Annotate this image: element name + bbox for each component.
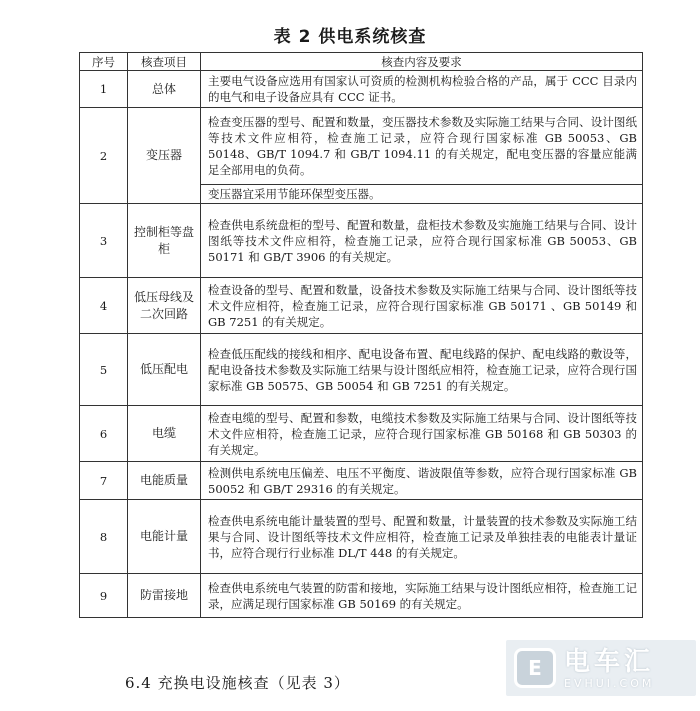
row-requirement: 检查低压配线的接线和相序、配电设备布置、配电线路的保护、配电线路的敷设等，配电设备技术参数及实际施工结果与设计图纸应相符，检查施工记录，应符合现行国家标准 GB 50575、GB 50054 和 GB 7251 的有关规定。 (201, 334, 643, 406)
watermark-brand: 电车汇 (564, 646, 655, 677)
row-item: 电能质量 (128, 462, 201, 500)
power-supply-check-table (79, 52, 643, 618)
row-item: 电能计量 (128, 500, 201, 574)
row-item: 低压配电 (128, 334, 201, 406)
row-number: 7 (80, 462, 128, 500)
row-requirement: 检查供电系统电气装置的防雷和接地，实际施工结果与设计图纸应相符，检查施工记录，应满足现行国家标准 GB 50169 的有关规定。 (201, 574, 643, 618)
row-number: 9 (80, 574, 128, 618)
row-requirement: 检查设备的型号、配置和数量，设备技术参数及实际施工结果与合同、设计图纸等技术文件应相符，检查施工记录，应符合现行国家标准 GB 50171 、GB 50149 和 GB 7251 的有关规定。 (201, 278, 643, 334)
section-heading: 6.4 充换电设施核查（见表 3） (125, 674, 350, 692)
watermark-url: EVHUI.COM (564, 676, 655, 690)
row-number: 6 (80, 406, 128, 462)
row-item: 控制柜等盘柜 (128, 204, 201, 278)
row-item: 低压母线及二次回路 (128, 278, 201, 334)
row-number: 1 (80, 71, 128, 108)
table-row (80, 406, 643, 462)
row-item: 防雷接地 (128, 574, 201, 618)
row-number: 8 (80, 500, 128, 574)
row-item: 总体 (128, 71, 201, 108)
table-header-row (80, 53, 643, 71)
row-item: 变压器 (128, 108, 201, 204)
watermark (506, 640, 696, 696)
row-number: 5 (80, 334, 128, 406)
row-requirement: 检查供电系统电能计量装置的型号、配置和数量，计量装置的技术参数及实际施工结果与合同、设计图纸等技术文件应相符，检查施工记录及单独挂表的电能表计量证书，应符合现行行业标准 DL/T 448 的有关规定。 (201, 500, 643, 574)
row-requirement: 主要电气设备应选用有国家认可资质的检测机构检验合格的产品，属于 CCC 目录内的电气和电子设备应具有 CCC 证书。 (201, 71, 643, 108)
row-requirement: 变压器宜采用节能环保型变压器。 (201, 185, 643, 204)
header-requirements: 核查内容及要求 (201, 53, 643, 71)
row-number: 3 (80, 204, 128, 278)
table-title: 表 2 供电系统核查 (273, 27, 427, 47)
header-item: 核查项目 (128, 53, 201, 71)
table-row (80, 204, 643, 278)
row-number: 2 (80, 108, 128, 204)
row-requirement: 检测供电系统电压偏差、电压不平衡度、谐波限值等参数，应符合现行国家标准 GB 50052 和 GB/T 29316 的有关规定。 (201, 462, 643, 500)
table-row (80, 334, 643, 406)
table-row (80, 278, 643, 334)
watermark-text (564, 647, 654, 690)
row-item: 电缆 (128, 406, 201, 462)
watermark-logo-icon: E (514, 648, 556, 688)
row-requirement: 检查供电系统盘柜的型号、配置和数量，盘柜技术参数及实施施工结果与合同、设计图纸等技术文件应相符，检查施工记录，应符合现行国家标准 GB 50053、GB 50171 和 GB/T 3906 的有关规定。 (201, 204, 643, 278)
table-row (80, 108, 643, 185)
row-requirement: 检查变压器的型号、配置和数量，变压器技术参数及实际施工结果与合同、设计图纸等技术文件应相符，检查施工记录，应符合现行国家标准 GB 50053、GB 50148、GB/T 1094.7 和 GB/T 1094.11 的有关规定，配电变压器的容量应能满足全部用电的负荷。 (201, 108, 643, 185)
row-number: 4 (80, 278, 128, 334)
table-row (80, 71, 643, 108)
table-row (80, 574, 643, 618)
row-requirement: 检查电缆的型号、配置和参数，电缆技术参数及实际施工结果与合同、设计图纸等技术文件应相符，检查施工记录，应符合现行国家标准 GB 50168 和 GB 50303 的有关规定。 (201, 406, 643, 462)
table-row (80, 500, 643, 574)
header-seq: 序号 (80, 53, 128, 71)
table-row (80, 462, 643, 500)
